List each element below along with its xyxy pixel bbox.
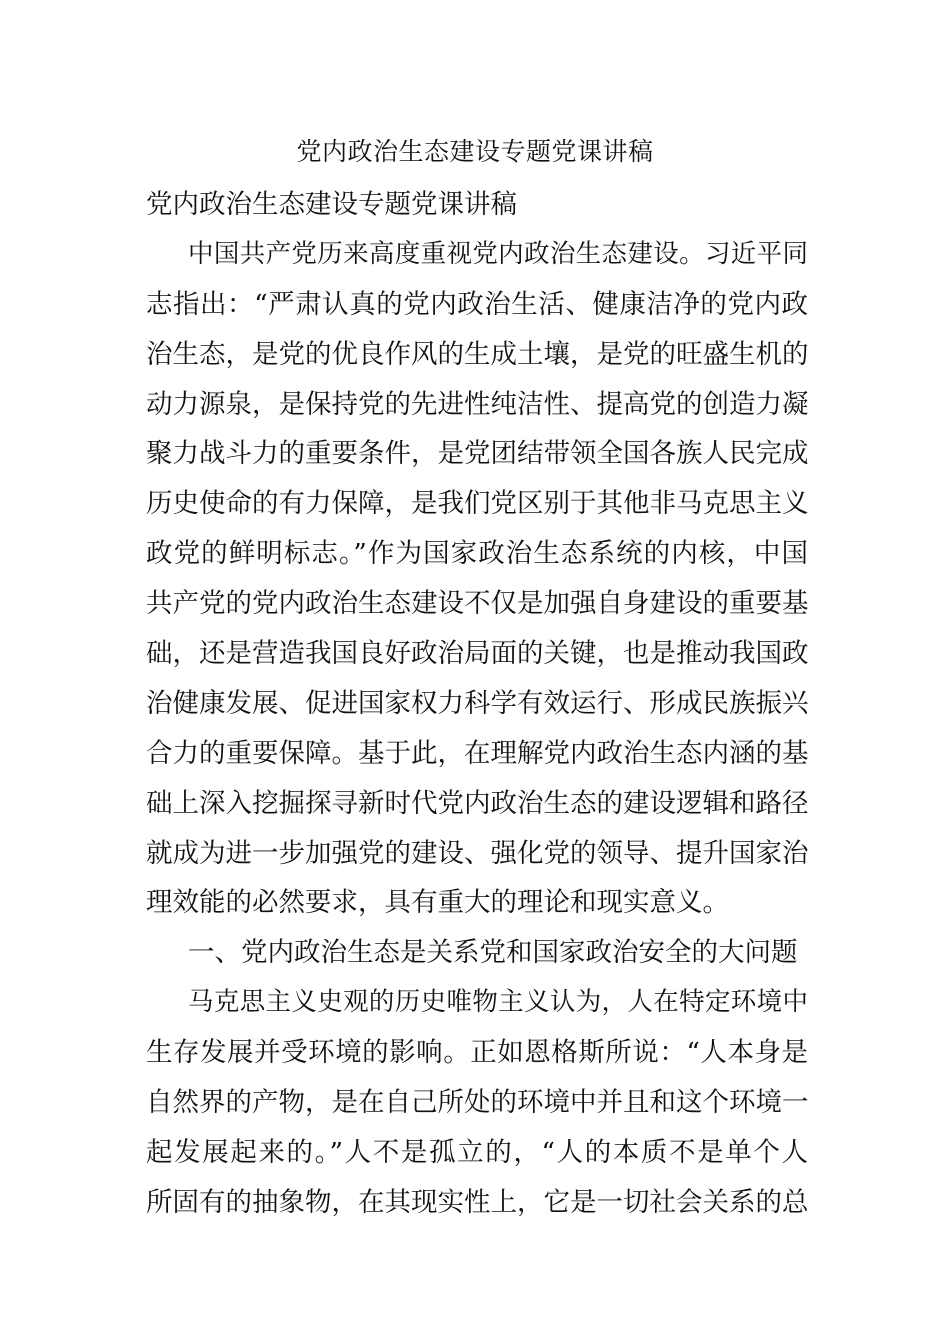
text-line: 党内政治生态建设专题党课讲稿 [146,189,517,220]
text-line: 聚力战斗力的重要条件，是党团结带领全国各族人民完成 [146,438,809,470]
text-line: 一、党内政治生态是关系党和国家政治安全的大问题 [188,937,798,969]
text-line: 中国共产党历来高度重视党内政治生态建设。习近平同 [188,238,808,269]
text-line: 础，还是营造我国良好政治局面的关键，也是推动我国政 [146,638,809,670]
text-line: 治健康发展、促进国家权力科学有效运行、形成民族振兴 [146,687,809,719]
text-line: 生存发展并受环境的影响。正如恩格斯所说：“人本身是 [146,1037,808,1069]
text-line: 础上深入挖掘探寻新时代党内政治生态的建设逻辑和路径 [146,787,809,819]
text-line: 治生态，是党的优良作风的生成土壤，是党的旺盛生机的 [146,338,809,370]
text-line: 动力源泉，是保持党的先进性纯洁性、提高党的创造力凝 [146,388,809,420]
text-line: 历史使命的有力保障，是我们党区别于其他非马克思主义 [146,488,809,520]
text-line: 共产党的党内政治生态建设不仅是加强自身建设的重要基 [146,588,809,620]
page-title: 党内政治生态建设专题党课讲稿 [296,137,654,166]
text-line: 志指出：“严肃认真的党内政治生活、健康洁净的党内政 [146,288,808,320]
text-line: 所固有的抽象物，在其现实性上，它是一切社会关系的总 [146,1186,809,1218]
text-line: 政党的鲜明标志。”作为国家政治生态系统的内核，中国 [146,538,808,570]
document-body [146,180,808,1228]
text-line: 起发展起来的。”人不是孤立的，“人的本质不是单个人 [146,1136,808,1168]
text-line: 自然界的产物，是在自己所处的环境中并且和这个环境一 [146,1087,809,1119]
text-line: 就成为进一步加强党的建设、强化党的领导、提升国家治 [146,837,809,869]
text-line: 马克思主义史观的历史唯物主义认为，人在特定环境中 [188,987,808,1018]
text-line: 合力的重要保障。基于此，在理解党内政治生态内涵的基 [146,737,809,769]
text-line: 理效能的必然要求，具有重大的理论和现实意义。 [146,887,729,919]
